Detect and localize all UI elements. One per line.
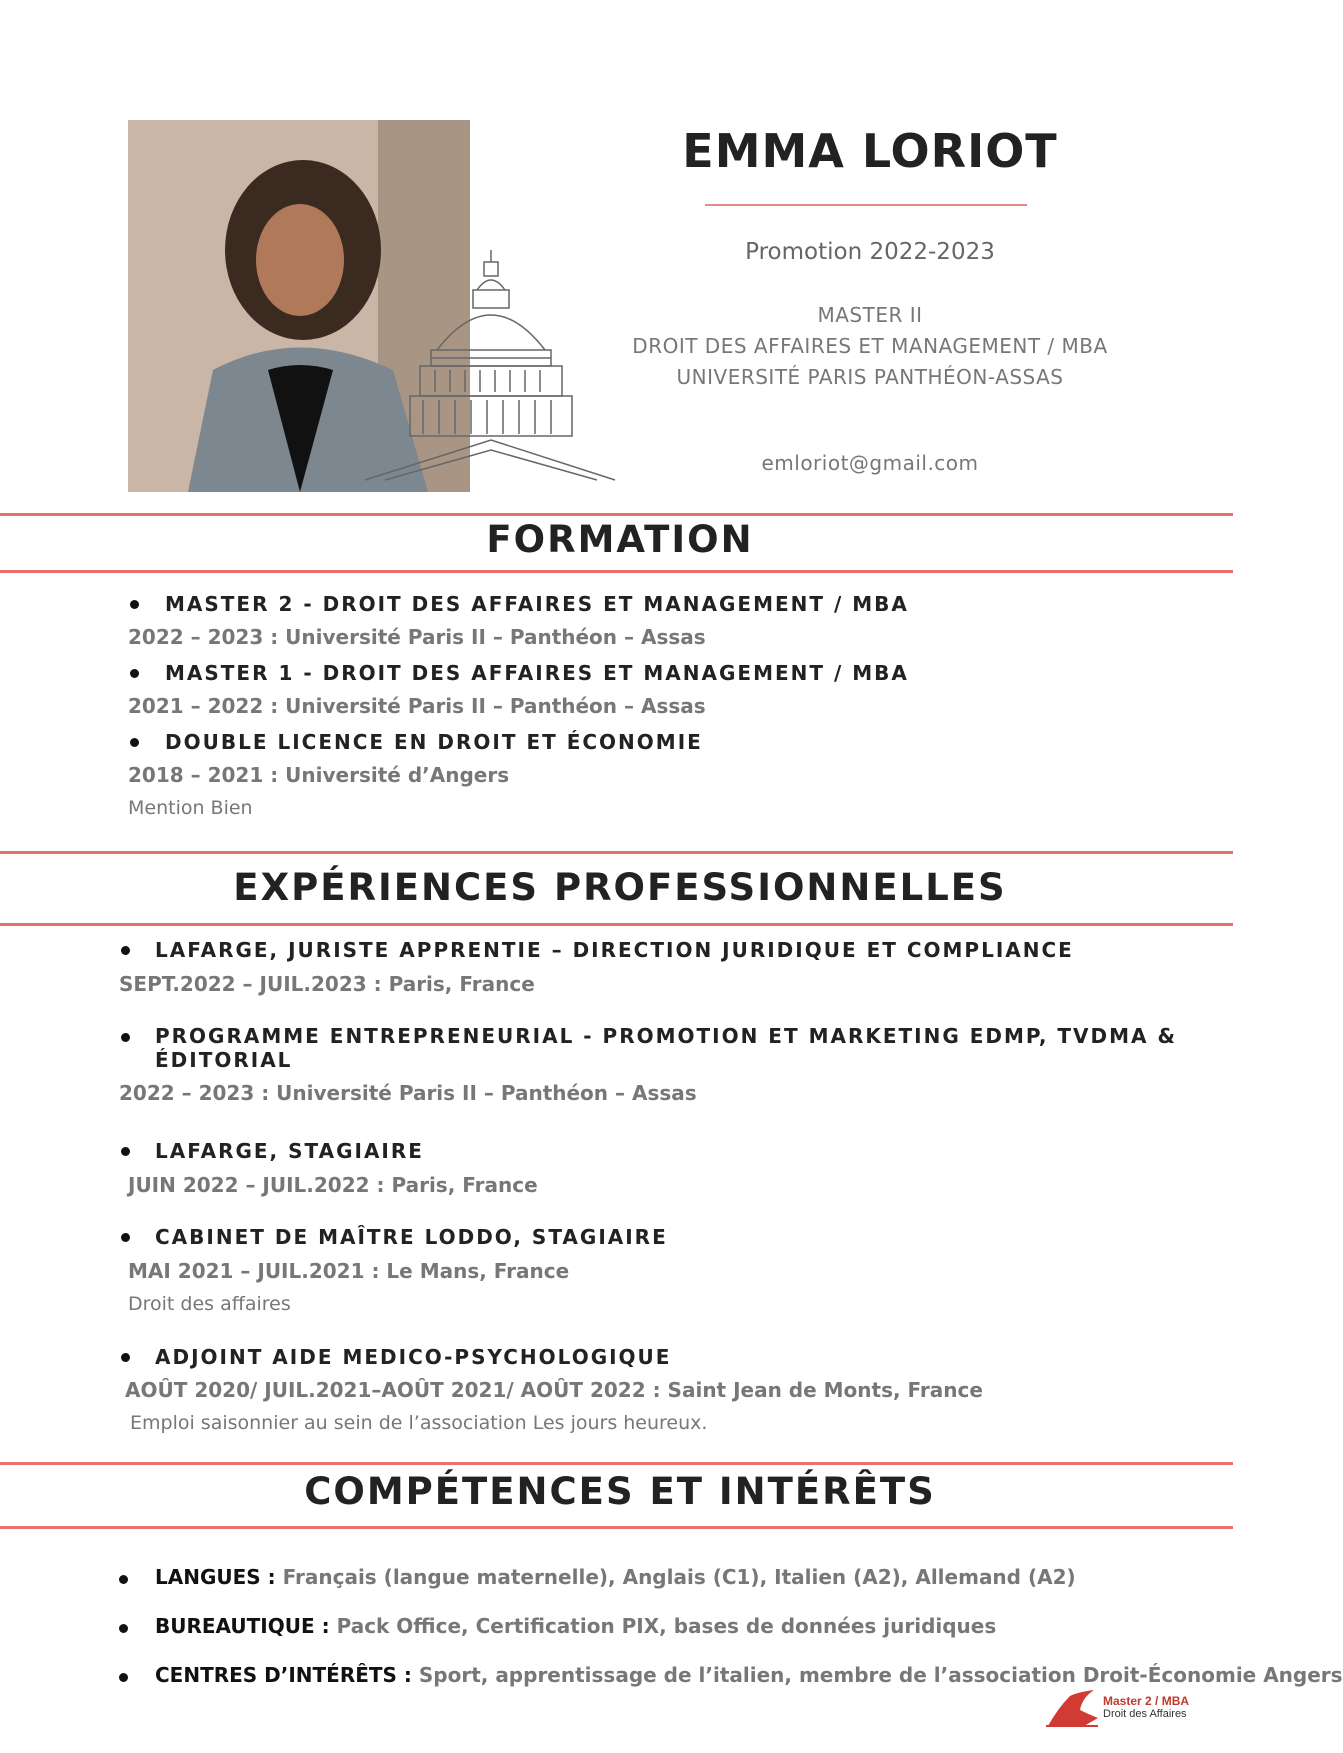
experience-item-detail: AOÛT 2020/ JUIL.2021–AOÛT 2021/ AOÛT 2022 : Saint Jean de Monts, France <box>125 1378 983 1402</box>
bullet-icon <box>121 1353 130 1362</box>
logo-line1: Master 2 / MBA <box>1103 1694 1190 1708</box>
bullet-icon <box>121 1033 130 1042</box>
candidate-name: EMMA LORIOT <box>682 124 1058 178</box>
competence-value: Sport, apprentissage de l’italien, membre de l’association Droit-Économie Angers <box>411 1663 1343 1687</box>
experience-item-title: LAFARGE, JURISTE APPRENTIE – DIRECTION JURIDIQUE ET COMPLIANCE <box>155 938 1074 962</box>
program-line: DROIT DES AFFAIRES ET MANAGEMENT / MBA <box>632 334 1108 358</box>
section-divider <box>0 923 1233 926</box>
pantheon-illustration <box>365 240 615 480</box>
program-line: MASTER II <box>817 303 923 327</box>
competence-value: Français (langue maternelle), Anglais (C1), Italien (A2), Allemand (A2) <box>275 1565 1076 1589</box>
formation-item-title: DOUBLE LICENCE EN DROIT ET ÉCONOMIE <box>165 730 703 754</box>
experience-item-detail: JUIN 2022 – JUIL.2022 : Paris, France <box>128 1173 538 1197</box>
email-address[interactable]: emloriot@gmail.com <box>761 451 979 475</box>
section-divider <box>0 851 1233 854</box>
bullet-icon <box>130 600 139 609</box>
bullet-icon <box>119 1673 128 1682</box>
formation-item-detail: 2022 – 2023 : Université Paris II – Panthéon – Assas <box>128 625 706 649</box>
experience-item-title: PROGRAMME ENTREPRENEURIAL - PROMOTION ET MARKETING EDMP, TVDMA & <box>155 1024 1177 1048</box>
bullet-icon <box>121 946 130 955</box>
section-divider <box>0 513 1233 516</box>
section-title-formation: FORMATION <box>486 518 754 561</box>
formation-item-title: MASTER 2 - DROIT DES AFFAIRES ET MANAGEMENT / MBA <box>165 592 909 616</box>
competence-value: Pack Office, Certification PIX, bases de données juridiques <box>329 1614 997 1638</box>
experience-item-title: CABINET DE MAÎTRE LODDO, STAGIAIRE <box>155 1225 668 1249</box>
competence-item <box>155 1663 1343 1687</box>
formation-item-title: MASTER 1 - DROIT DES AFFAIRES ET MANAGEMENT / MBA <box>165 661 909 685</box>
formation-item-detail: 2021 – 2022 : Université Paris II – Panthéon – Assas <box>128 694 706 718</box>
experience-item-note: Emploi saisonnier au sein de l’association Les jours heureux. <box>130 1412 708 1434</box>
section-divider <box>0 570 1233 573</box>
experience-item-title: LAFARGE, STAGIAIRE <box>155 1139 424 1163</box>
competence-label: CENTRES D’INTÉRÊTS : <box>155 1663 412 1687</box>
competence-item <box>155 1614 996 1638</box>
bullet-icon <box>130 738 139 747</box>
formation-item-detail: 2018 – 2021 : Université d’Angers <box>128 763 510 787</box>
program-line: UNIVERSITÉ PARIS PANTHÉON-ASSAS <box>676 365 1064 389</box>
bullet-icon <box>121 1233 130 1242</box>
competence-item <box>155 1565 1076 1589</box>
section-title-competences: COMPÉTENCES ET INTÉRÊTS <box>304 1470 936 1513</box>
section-divider <box>0 1526 1233 1529</box>
experience-item-note: Droit des affaires <box>128 1293 291 1315</box>
experience-item-title: ADJOINT AIDE MEDICO-PSYCHOLOGIQUE <box>155 1345 672 1369</box>
name-underline <box>705 204 1027 206</box>
experience-item-title-cont: ÉDITORIAL <box>155 1048 293 1072</box>
bullet-icon <box>130 669 139 678</box>
experience-item-detail: 2022 – 2023 : Université Paris II – Panthéon – Assas <box>119 1081 697 1105</box>
section-title-experiences: EXPÉRIENCES PROFESSIONNELLES <box>233 866 1007 909</box>
master-logo-icon <box>1044 1688 1100 1728</box>
bullet-icon <box>121 1147 130 1156</box>
logo-line2: Droit des Affaires <box>1103 1708 1187 1720</box>
competence-label: LANGUES : <box>155 1565 276 1589</box>
section-divider <box>0 1462 1233 1465</box>
promotion-text: Promotion 2022-2023 <box>745 239 995 265</box>
experience-item-detail: MAI 2021 – JUIL.2021 : Le Mans, France <box>128 1259 570 1283</box>
bullet-icon <box>119 1575 128 1584</box>
competence-label: BUREAUTIQUE : <box>155 1614 330 1638</box>
bullet-icon <box>119 1624 128 1633</box>
experience-item-detail: SEPT.2022 – JUIL.2023 : Paris, France <box>119 972 535 996</box>
formation-item-note: Mention Bien <box>128 797 253 819</box>
